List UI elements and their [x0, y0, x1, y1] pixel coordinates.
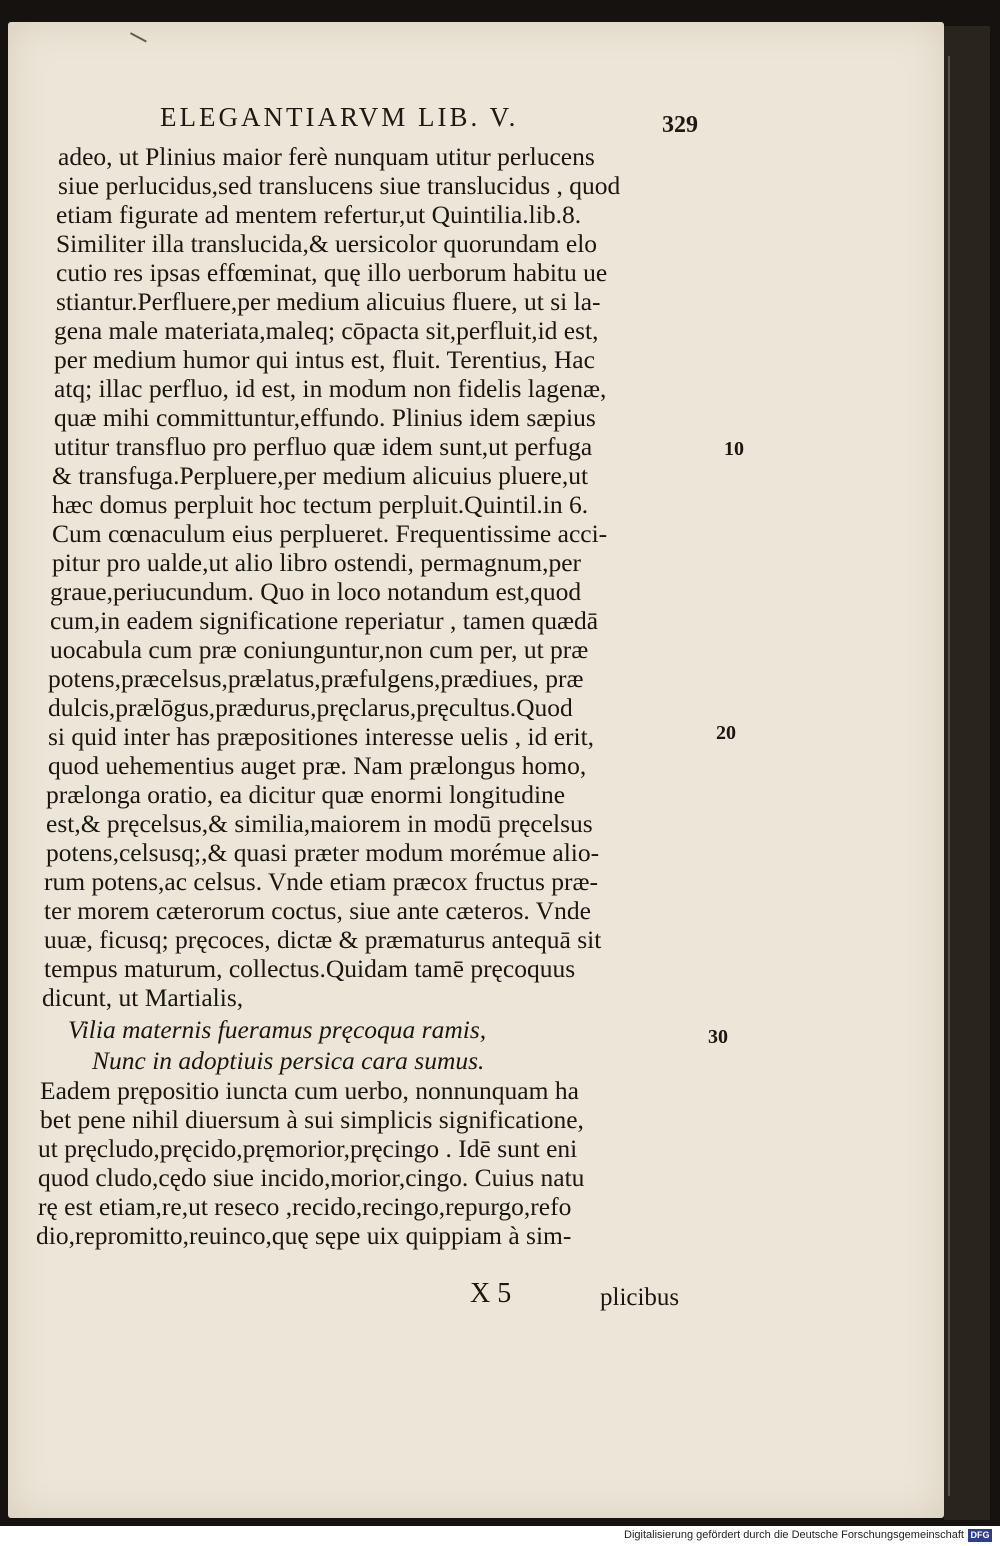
text-line: per medium humor qui intus est, fluit. Terentius, Hac: [54, 345, 595, 374]
page-number: 329: [662, 112, 698, 138]
text-line: adeo, ut Plinius maior ferè nunquam utitur perlucens: [58, 142, 595, 171]
text-line: dicunt, ut Martialis,: [42, 983, 244, 1012]
page-edge: [944, 26, 990, 1520]
text-line: Similiter illa translucida,& uersicolor quorundam elo: [56, 229, 598, 258]
text-line: quod cludo,cędo siue incido,morior,cingo. Cuius natu: [38, 1163, 585, 1192]
text-line: uocabula cum præ coniunguntur,non cum per, ut præ: [50, 635, 589, 664]
text-line: ut pręcludo,pręcido,pręmorior,pręcingo . Idē sunt eni: [38, 1134, 578, 1163]
text-line: stiantur.Perfluere,per medium alicuius fluere, ut si la-: [56, 287, 601, 316]
text-line: tempus maturum, collectus.Quidam tamē pręcoquus: [44, 954, 576, 983]
text-line: prælonga oratio, ea dicitur quæ enormi longitudine: [46, 780, 566, 809]
text-line: dio,repromitto,reuinco,quę sępe uix quippiam à sim-: [36, 1221, 572, 1250]
signature-mark: X 5: [470, 1278, 512, 1309]
text-line: hæc domus perpluit hoc tectum perpluit.Quintil.in 6.: [52, 490, 589, 519]
text-line: cutio res ipsas effœminat, quę illo uerborum habitu ue: [56, 258, 608, 287]
text-line: potens,præcelsus,prælatus,præfulgens,prædiues, præ: [48, 664, 584, 693]
text-line: potens,celsusq;,& quasi præter modum morémue alio-: [46, 838, 600, 867]
text-line: quod uehementius auget præ. Nam prælongus homo,: [48, 751, 587, 780]
text-line: est,& pręcelsus,& similia,maiorem in modū pręcelsus: [46, 809, 593, 838]
digitization-credit: Digitalisierung gefördert durch die Deutsche Forschungsgemeinschaft: [624, 1529, 964, 1541]
text-line: cum,in eadem significatione reperiatur , tamen quædā: [50, 606, 599, 635]
text-line: bet pene nihil diuersum à sui simplicis significatione,: [40, 1105, 584, 1134]
margin-line-number: 30: [708, 1026, 728, 1048]
text-line: gena male materiata,maleq; cōpacta sit,perfluit,id est,: [54, 316, 599, 345]
text-line: quæ mihi committuntur,effundo. Plinius idem sæpius: [54, 403, 596, 432]
verse-line: Vilia maternis fueramus pręcoqua ramis,: [68, 1015, 487, 1044]
text-line: utitur transfluo pro perfluo quæ idem sunt,ut perfuga: [54, 432, 593, 461]
text-line: uuæ, ficusq; pręcoces, dictæ & præmaturus antequā sit: [44, 925, 602, 954]
text-line: atq; illac perfluo, id est, in modum non fidelis lagenæ,: [54, 374, 607, 403]
text-line: ter morem cæterorum coctus, siue ante cæteros. Vnde: [44, 896, 591, 925]
margin-line-number: 20: [716, 722, 736, 744]
text-line: etiam figurate ad mentem refertur,ut Quintilia.lib.8.: [56, 200, 582, 229]
text-line: Eadem prępositio iuncta cum uerbo, nonnunquam ha: [40, 1076, 579, 1105]
dfg-logo: DFG: [968, 1529, 992, 1542]
running-head: ELEGANTIARVM LIB. V.: [160, 102, 519, 132]
text-line: siue perlucidus,sed translucens siue translucidus , quod: [58, 171, 621, 200]
text-line: & transfuga.Perpluere,per medium alicuius pluere,ut: [52, 461, 589, 490]
text-line: si quid inter has præpositiones interesse uelis , id erit,: [48, 722, 595, 751]
text-line: graue,periucundum. Quo in loco notandum est,quod: [50, 577, 582, 606]
verse-line: Nunc in adoptiuis persica cara sumus.: [92, 1046, 485, 1075]
text-line: pitur pro ualde,ut alio libro ostendi, permagnum,per: [52, 548, 582, 577]
text-line: rę est etiam,re,ut reseco ,recido,recingo,repurgo,refo: [38, 1192, 572, 1221]
text-line: Cum cœnaculum eius perplueret. Frequentissime acci-: [52, 519, 608, 548]
margin-line-number: 10: [724, 438, 744, 460]
text-line: rum potens,ac celsus. Vnde etiam præcox fructus præ-: [44, 867, 599, 896]
text-line: dulcis,prælōgus,prædurus,pręclarus,pręcultus.Quod: [48, 693, 573, 722]
catchword: plicibus: [600, 1284, 680, 1311]
